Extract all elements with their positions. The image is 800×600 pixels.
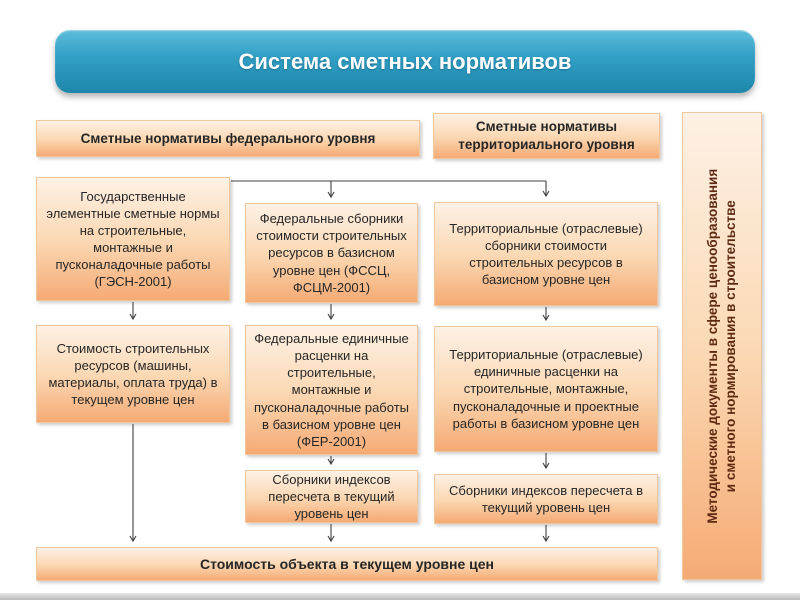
slide-bottom-edge	[0, 593, 800, 600]
box-territorial-unit-rates-label: Территориальные (отраслевые) единичные расценки на строительные, монтажные, пусконаладочные и проектные работы в базисном уровне цен	[449, 347, 643, 431]
header-territorial-label: Сметные нормативы территориального уровня	[458, 119, 635, 152]
box-resources-cost-label: Стоимость строительных ресурсов (машины, материалы, оплата труда) в текущем уровне цен	[48, 340, 218, 408]
box-federal-collections-label: Федеральные сборники стоимости строительных ресурсов в базисном уровне цен (ФССЦ, ФСЦМ-2001)	[256, 211, 407, 295]
diagram-title-banner	[55, 30, 755, 93]
header-federal-label: Сметные нормативы федерального уровня	[80, 130, 376, 146]
box-result-cost	[36, 547, 658, 581]
sidebar-text-line1: Методические документы в сфере ценообразования	[704, 168, 720, 524]
box-gesn-label: Государственные элементные сметные нормы на строительные, монтажные и пусконаладочные работы (ГЭСН-2001)	[46, 188, 220, 290]
box-federal-indexes	[245, 470, 418, 523]
box-territorial-indexes-label: Сборники индексов пересчета в текущий уровень цен	[449, 482, 643, 515]
box-territorial-unit-rates	[434, 326, 658, 452]
header-federal-level	[36, 120, 420, 157]
box-territorial-indexes	[434, 474, 658, 524]
sidebar-text-line2: и сметного нормирования в строительстве	[723, 200, 739, 493]
box-resources-cost	[36, 325, 230, 423]
box-federal-indexes-label: Сборники индексов пересчета в текущий уровень цен	[268, 471, 395, 522]
header-territorial-level	[433, 113, 660, 159]
box-gesn-2001	[36, 177, 230, 301]
box-federal-unit-rates	[245, 325, 418, 455]
box-territorial-collections	[434, 202, 658, 306]
box-federal-collections	[245, 203, 418, 303]
box-federal-unit-rates-label: Федеральные единичные расценки на строительные, монтажные и пусконаладочные работы в базисном уровне цен (ФЕР-2001)	[254, 330, 409, 449]
sidebar-vertical-text	[704, 169, 740, 524]
diagram-title: Система сметных нормативов	[238, 48, 572, 74]
sidebar-methodical-documents	[682, 112, 762, 580]
box-result-cost-label: Стоимость объекта в текущем уровне цен	[199, 555, 495, 572]
box-territorial-collections-label: Территориальные (отраслевые) сборники стоимости строительных ресурсов в базисном уровне цен	[449, 220, 643, 288]
